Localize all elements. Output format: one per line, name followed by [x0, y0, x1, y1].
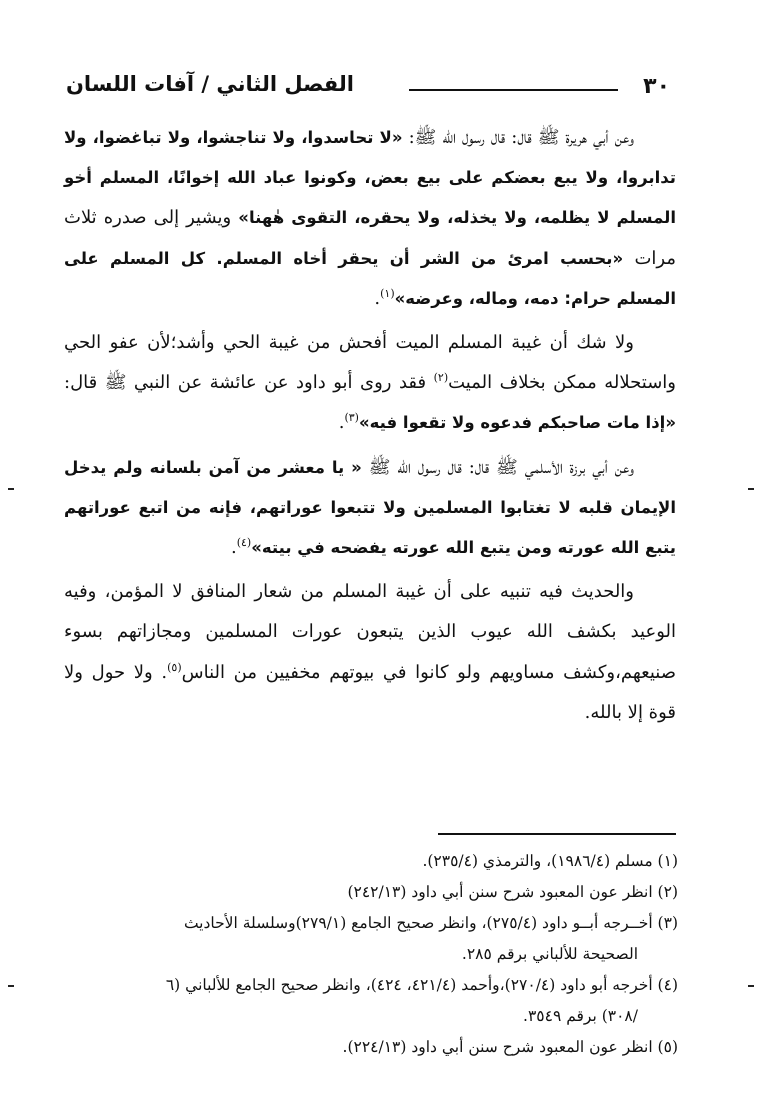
text-run: ويشير إلى صدره ثلاث مرات	[64, 207, 676, 269]
scan-mark	[748, 985, 754, 987]
running-header	[64, 72, 676, 106]
footnote-1-text: (١) مسلم (١٩٨٦/٤)، والترمذي (٢٣٥/٤).	[422, 852, 678, 870]
paragraph-2	[64, 323, 676, 444]
hadith-quote: «لا تحاسدوا، ولا تناجشوا، ولا تباغضوا، ولا تدابروا، ولا يبع بعضكم على بيع بعض، وكونوا عباد الله إخوانًا، المسلم أخو المسلم لا يظلمه، ولا يخذله، ولا يحقره، التقوى هٰهنا»	[64, 128, 676, 228]
footnote-ref: (٤)	[236, 536, 252, 550]
text-run: وعن أبي هريرة ﷺ قال: قال رسول الله ﷺ:	[402, 127, 634, 148]
main-text	[64, 118, 676, 733]
page-number: ٣٠	[643, 74, 670, 99]
footnote-5-text: (٥) انظر عون المعبود شرح سنن أبي داود (٢٢٤/١٣).	[342, 1038, 678, 1056]
chapter-title: الفصل الثاني / آفات اللسان	[66, 72, 354, 96]
footnote-ref: (٢)	[433, 371, 449, 385]
text-run: .	[338, 412, 345, 434]
scan-mark	[748, 488, 754, 490]
footnote-5	[66, 1032, 678, 1063]
hadith-quote: «إذا مات صاحبكم فدعوه ولا تقعوا فيه»	[358, 413, 676, 433]
footnote-ref: (٥)	[167, 660, 182, 674]
text-run: .	[374, 287, 381, 309]
text-run: وعن أبي برزة الأسلمي ﷺ قال: قال رسول الله ﷺ	[361, 456, 635, 478]
header-rule	[409, 89, 618, 91]
scan-mark	[8, 985, 14, 987]
footnote-ref: (٣)	[344, 411, 359, 425]
hadith-quote: «بحسب امرئ من الشر أن يحقر أخاه المسلم. كل المسلم على المسلم حرام: دمه، وماله، وعرضه»	[64, 248, 676, 308]
paragraph-1	[64, 118, 676, 319]
footnote-2-text: (٢) انظر عون المعبود شرح سنن أبي داود (٢٤٢/١٣)	[347, 883, 678, 901]
footnote-ref: (١)	[380, 286, 395, 300]
paragraph-4	[64, 572, 676, 733]
footnotes	[66, 846, 678, 1063]
footnote-separator	[438, 833, 676, 835]
text-run: والحديث فيه تنبيه على أن غيبة المسلم من شعار المنافق لا المؤمن، وفيه الوعيد بكشف الله عيوب الذين يتبعون عورات المسلمين ومجازاتهم بسوء صنيعهم،وكشف مساويهم ولو كانوا في بيوتهم مخفيين من الناس	[64, 581, 676, 683]
footnote-1	[66, 846, 678, 877]
paragraph-3	[64, 448, 676, 569]
text-run: ولا شك أن غيبة المسلم الميت أفحش من غيبة الحي وأشد؛لأن عفو الحي واستحلاله ممكن بخلاف الميت	[64, 332, 676, 394]
footnote-4-text: (٤) أخرجه أبو داود (٢٧٠/٤)،وأحمد (٤٢١/٤، ٤٢٤)، وانظر صحيح الجامع للألباني (٦	[165, 976, 678, 994]
scan-mark	[8, 488, 14, 490]
footnote-3-text: (٣) أخــرجه أبــو داود (٢٧٥/٤)، وانظر صحيح الجامع (٢٧٩/١)وسلسلة الأحاديث	[183, 914, 678, 932]
text-run: فقد روى أبو داود عن عائشة عن النبي ﷺ قال:	[64, 372, 434, 394]
footnote-3-continuation: الصحيحة للألباني برقم ٢٨٥.	[461, 945, 638, 963]
text-run: .	[230, 537, 237, 559]
footnote-4-continuation: /٣٠٨) برقم ٣٥٤٩.	[523, 1007, 638, 1025]
footnote-2	[66, 877, 678, 908]
hadith-quote: « يا معشر من آمن بلسانه ولم يدخل الإيمان قلبه لا تغتابوا المسلمين ولا تتبعوا عوراتهم، فإنه من اتبع عوراتهم يتبع الله عورته ومن يتبع الله عورته يفضحه في بيته»	[64, 457, 676, 558]
text-run: . ولا حول ولا قوة إلا بالله.	[64, 661, 676, 723]
footnote-3	[66, 908, 678, 970]
footnote-4	[66, 970, 678, 1032]
